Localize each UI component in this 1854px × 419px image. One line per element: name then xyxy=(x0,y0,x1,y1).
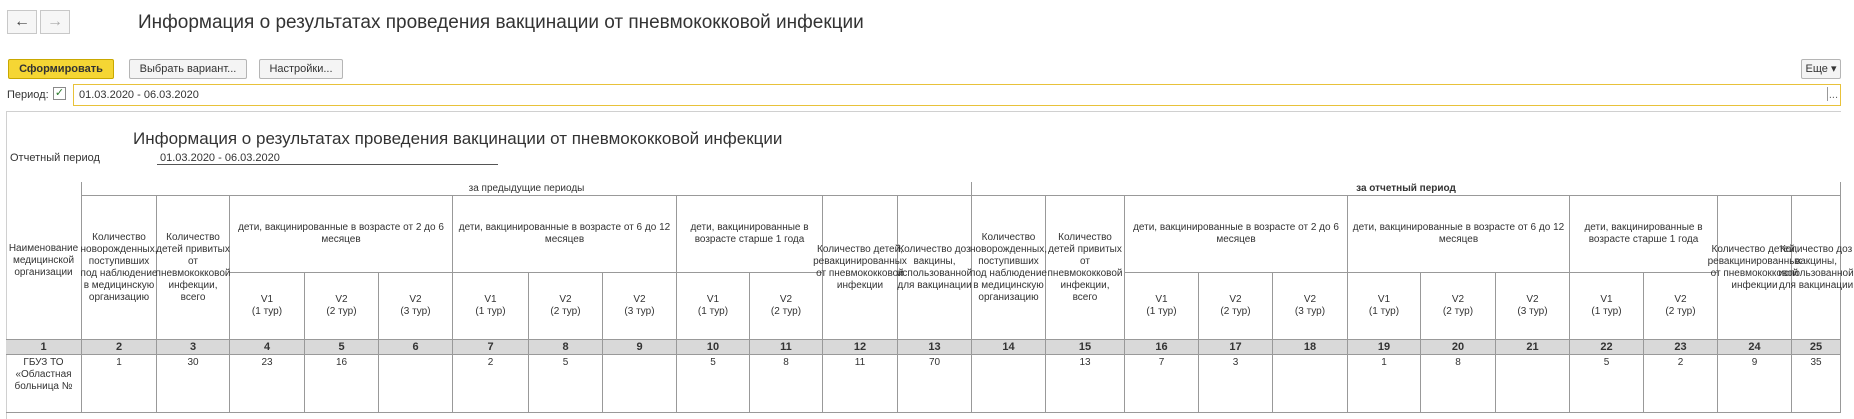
generate-button[interactable]: Сформировать xyxy=(8,59,114,79)
data-cell: 2 xyxy=(453,355,529,413)
report-period-label: Отчетный период xyxy=(10,152,100,164)
data-cell: 3 xyxy=(1199,355,1273,413)
divider xyxy=(1827,87,1828,101)
org-column-header: Наименование медицинской организации xyxy=(6,182,82,340)
round-v2-header: V2 (2 тур) xyxy=(305,273,379,340)
column-number: 1 xyxy=(6,340,82,355)
round-v1-header: V1 (1 тур) xyxy=(677,273,750,340)
column-number: 6 xyxy=(379,340,453,355)
data-cell: 9 xyxy=(1718,355,1792,413)
data-cell: 5 xyxy=(1570,355,1644,413)
round-v2-header: V2 (2 тур) xyxy=(529,273,603,340)
vaccinated-total-header: Количество детей привитых от пневмококковой инфекции, всего xyxy=(1046,196,1125,340)
period-value: 01.03.2020 - 06.03.2020 xyxy=(79,89,199,101)
arrow-right-icon: → xyxy=(47,13,63,30)
round-v1-header: V1 (1 тур) xyxy=(453,273,529,340)
data-cell: 30 xyxy=(157,355,230,413)
column-number: 18 xyxy=(1273,340,1348,355)
column-number: 25 xyxy=(1792,340,1841,355)
round-v1-header: V1 (1 тур) xyxy=(230,273,305,340)
newborn-count-header: Количество новорожденных, поступивших под наблюдение в медицинскую организацию xyxy=(972,196,1046,340)
data-cell xyxy=(603,355,677,413)
column-number: 11 xyxy=(750,340,823,355)
data-cell xyxy=(1496,355,1570,413)
period-checkbox[interactable] xyxy=(53,87,66,100)
reporting-period-header: за отчетный период xyxy=(972,182,1841,196)
column-number: 7 xyxy=(453,340,529,355)
round-v1-header: V1 (1 тур) xyxy=(1125,273,1199,340)
back-button[interactable] xyxy=(7,10,37,34)
column-number: 3 xyxy=(157,340,230,355)
period-select-button[interactable]: ... xyxy=(1828,89,1838,101)
data-cell: 7 xyxy=(1125,355,1199,413)
round-v3-header: V2 (3 тур) xyxy=(603,273,677,340)
vaccine-doses-header: Количество доз вакцины, использованной для вакцинации xyxy=(1792,196,1841,340)
column-number: 8 xyxy=(529,340,603,355)
age-over-1-year-header: дети, вакцинированные в возрасте старше 1 года xyxy=(1570,196,1718,273)
round-v3-header: V2 (3 тур) xyxy=(1496,273,1570,340)
column-number: 10 xyxy=(677,340,750,355)
round-v1-header: V1 (1 тур) xyxy=(1348,273,1421,340)
data-cell: 23 xyxy=(230,355,305,413)
data-cell: 1 xyxy=(1348,355,1421,413)
newborn-count-header: Количество новорожденных, поступивших под наблюдение в медицинскую организацию xyxy=(82,196,157,340)
column-number: 24 xyxy=(1718,340,1792,355)
column-number: 17 xyxy=(1199,340,1273,355)
column-number: 9 xyxy=(603,340,677,355)
column-number: 15 xyxy=(1046,340,1125,355)
settings-button[interactable]: Настройки... xyxy=(259,59,343,79)
vaccine-doses-header: Количество доз вакцины, использованной для вакцинации xyxy=(898,196,972,340)
period-label: Период: xyxy=(7,89,49,101)
previous-periods-header: за предыдущие периоды xyxy=(82,182,972,196)
age-2-6-months-header: дети, вакцинированные в возрасте от 2 до 6 месяцев xyxy=(230,196,453,273)
revaccinated-header: Количество детей, ревакцинированных от пневмококковой инфекции xyxy=(1718,196,1792,340)
arrow-left-icon: ← xyxy=(14,13,30,30)
column-number: 2 xyxy=(82,340,157,355)
data-cell xyxy=(972,355,1046,413)
revaccinated-header: Количество детей, ревакцинированных от пневмококковой инфекции xyxy=(823,196,898,340)
data-cell: 8 xyxy=(750,355,823,413)
vaccinated-total-header: Количество детей привитых от пневмококковой инфекции, всего xyxy=(157,196,230,340)
age-6-12-months-header: дети, вакцинированные в возрасте от 6 до 12 месяцев xyxy=(1348,196,1570,273)
column-number: 19 xyxy=(1348,340,1421,355)
age-2-6-months-header: дети, вакцинированные в возрасте от 2 до 6 месяцев xyxy=(1125,196,1348,273)
round-v2-header: V2 (2 тур) xyxy=(750,273,823,340)
data-cell: 13 xyxy=(1046,355,1125,413)
column-number: 5 xyxy=(305,340,379,355)
round-v3-header: V2 (3 тур) xyxy=(1273,273,1348,340)
more-button[interactable]: Еще ▾ xyxy=(1801,59,1841,79)
column-number: 4 xyxy=(230,340,305,355)
column-number: 21 xyxy=(1496,340,1570,355)
round-v3-header: V2 (3 тур) xyxy=(379,273,453,340)
data-cell: 5 xyxy=(529,355,603,413)
data-cell: 35 xyxy=(1792,355,1841,413)
data-cell: 16 xyxy=(305,355,379,413)
data-cell xyxy=(1273,355,1348,413)
data-cell: 5 xyxy=(677,355,750,413)
checkmark-icon: ✓ xyxy=(54,87,65,99)
data-cell: 1 xyxy=(82,355,157,413)
period-input[interactable] xyxy=(73,84,1841,106)
data-cell: 70 xyxy=(898,355,972,413)
report-period-value: 01.03.2020 - 06.03.2020 xyxy=(157,152,498,165)
round-v1-header: V1 (1 тур) xyxy=(1570,273,1644,340)
forward-button[interactable] xyxy=(40,10,70,34)
column-number: 16 xyxy=(1125,340,1199,355)
age-over-1-year-header: дети, вакцинированные в возрасте старше 1 года xyxy=(677,196,823,273)
column-number: 22 xyxy=(1570,340,1644,355)
column-number: 20 xyxy=(1421,340,1496,355)
data-cell: 8 xyxy=(1421,355,1496,413)
round-v2-header: V2 (2 тур) xyxy=(1199,273,1273,340)
choose-variant-button[interactable]: Выбрать вариант... xyxy=(129,59,247,79)
column-number: 12 xyxy=(823,340,898,355)
column-number: 23 xyxy=(1644,340,1718,355)
org-name-cell: ГБУЗ ТО «Областная больница № xyxy=(6,355,82,413)
window-title: Информация о результатах проведения вакцинации от пневмококковой инфекции xyxy=(138,12,864,33)
column-number: 14 xyxy=(972,340,1046,355)
report-title: Информация о результатах проведения вакцинации от пневмококковой инфекции xyxy=(133,129,783,148)
data-cell xyxy=(379,355,453,413)
age-6-12-months-header: дети, вакцинированные в возрасте от 6 до 12 месяцев xyxy=(453,196,677,273)
round-v2-header: V2 (2 тур) xyxy=(1421,273,1496,340)
column-number: 13 xyxy=(898,340,972,355)
round-v2-header: V2 (2 тур) xyxy=(1644,273,1718,340)
data-cell: 2 xyxy=(1644,355,1718,413)
data-cell: 11 xyxy=(823,355,898,413)
